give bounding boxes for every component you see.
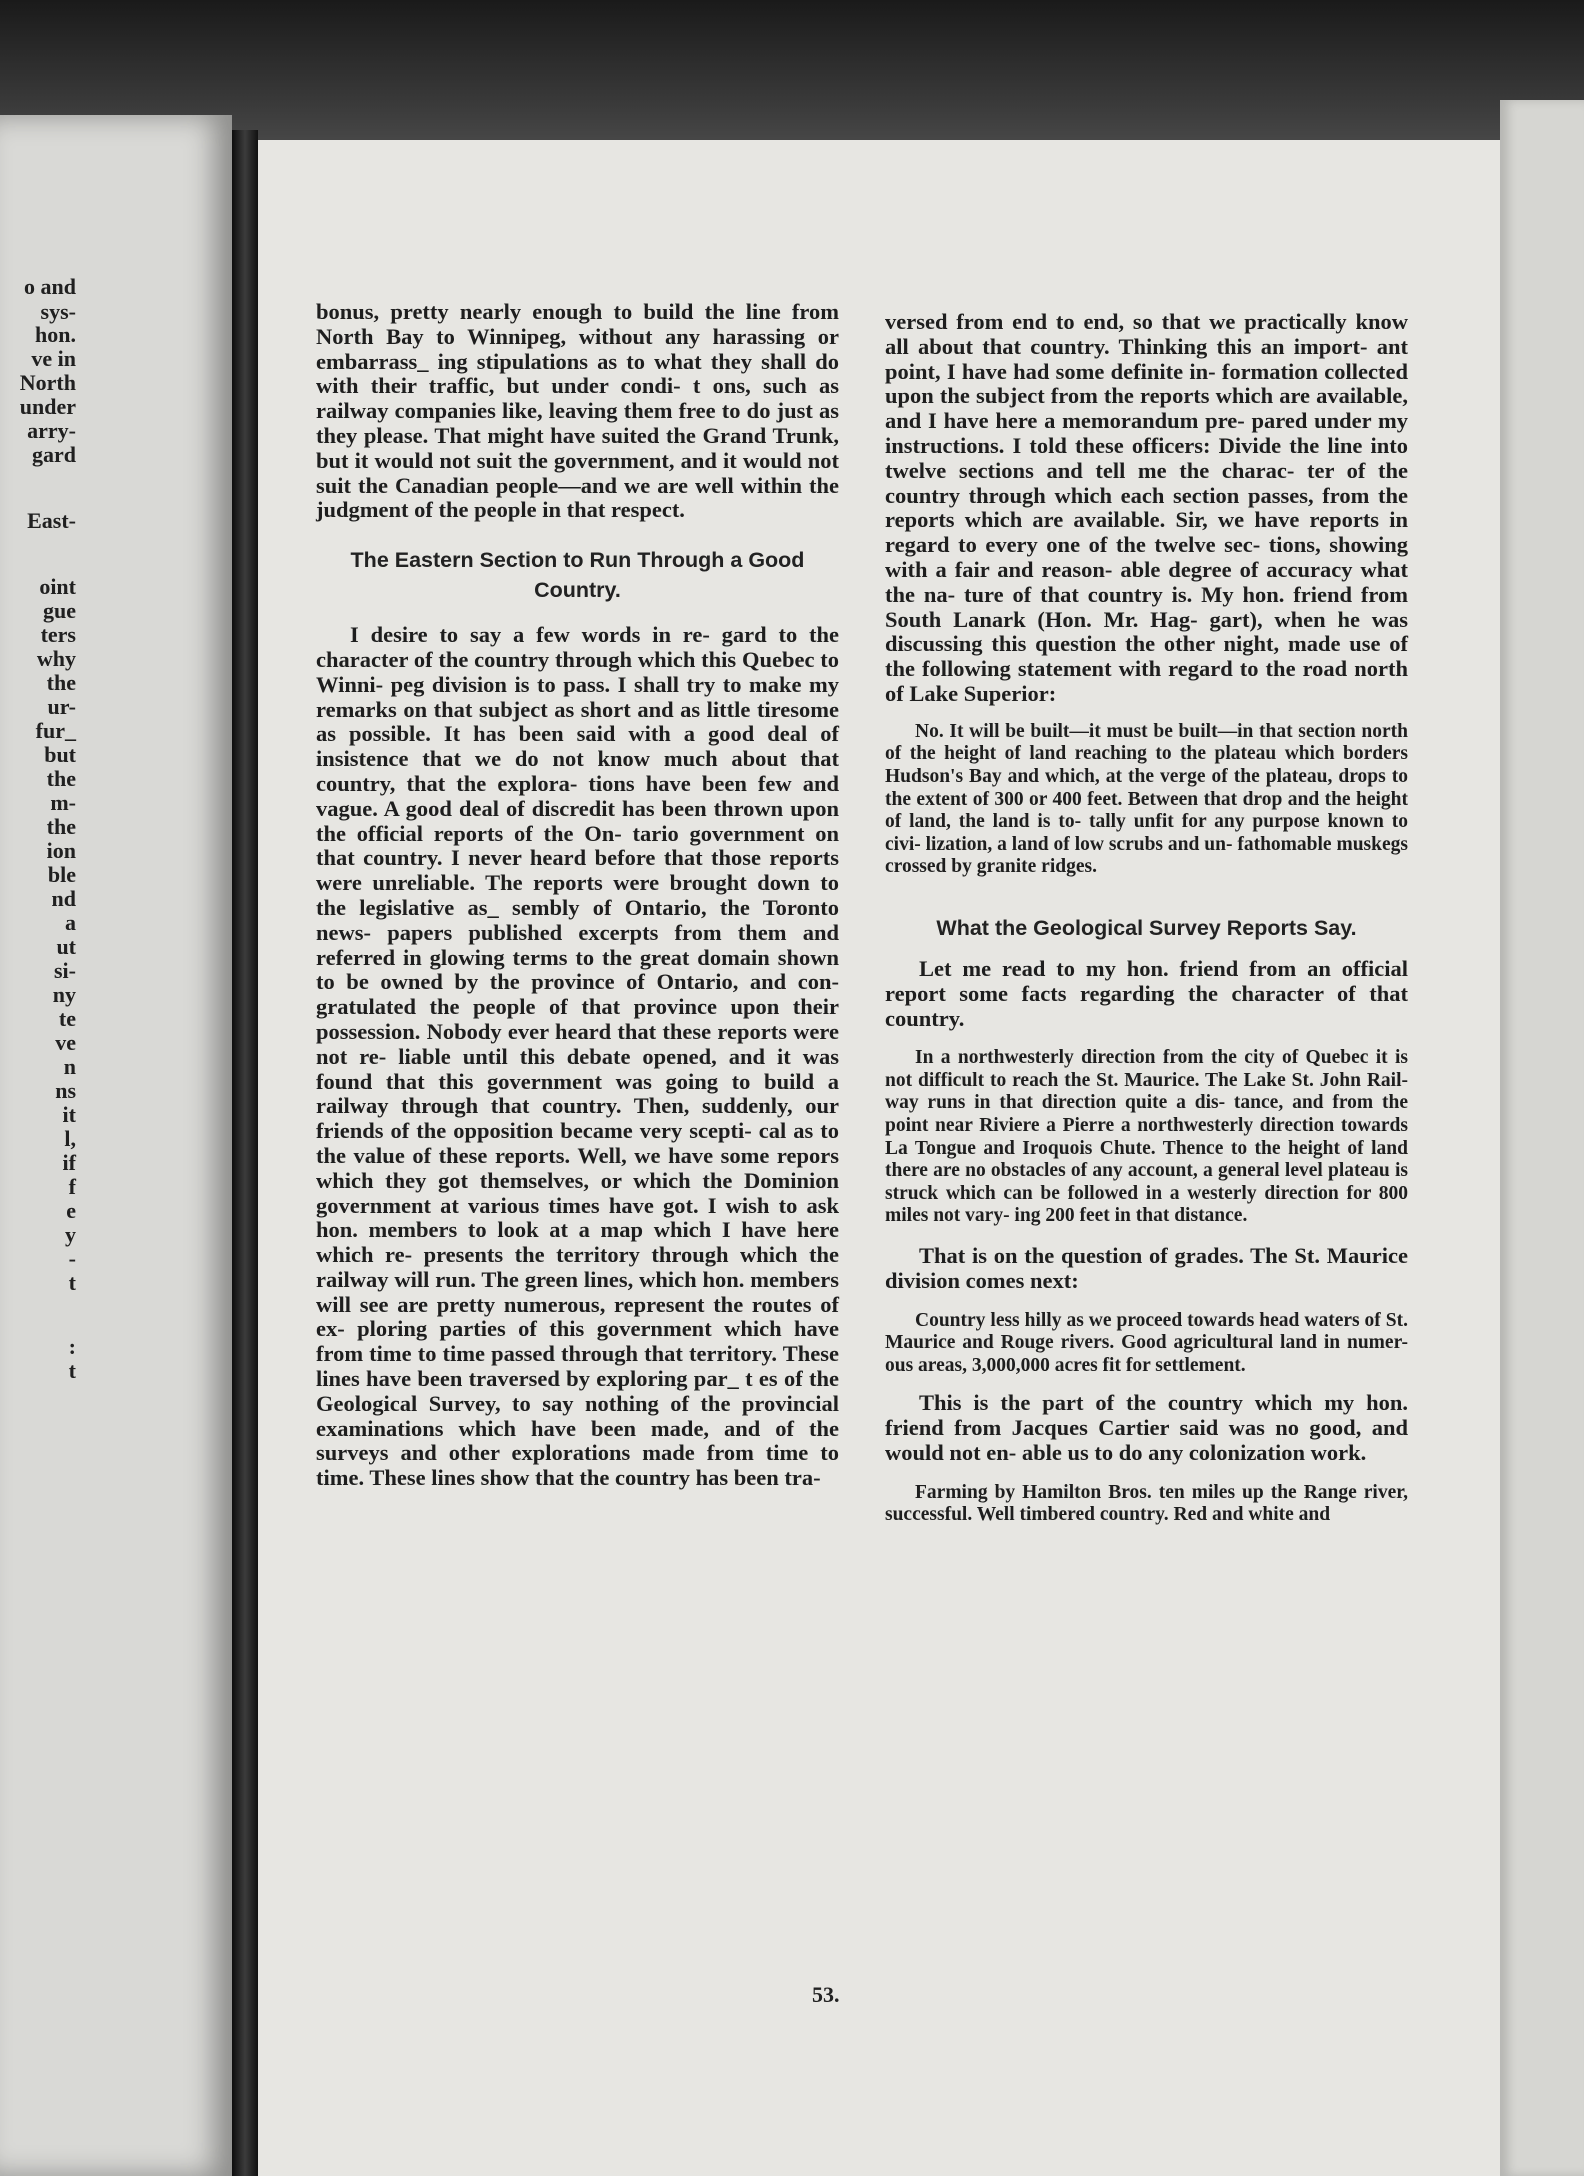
left-page-text-fragment: North	[19, 370, 76, 395]
paragraph: I desire to say a few words in re- gard to the character of the country through which this Quebec to Winni- peg division is to pass. I shall try to make my remarks on that subject as short and as little tiresome as possible. It has been said with a good deal of insistence that we do not know much about that country, that the explora- tions have been few and vague. A good deal of discredit has been thrown upon the official reports of the On- tario government on that country. I never heard before that those reports were unreliable. The reports were brought down to the legislative as_ sembly of Ontario, the Toronto news- papers published excerpts from them and referred in glowing terms to the great domain shown to be owned by the province of Ontario, and con- gratulated the people of that province upon their possession. Nobody ever heard that these reports were not re- liable until this debate opened, and it was found that this government was going to build a railway through that country. Then, suddenly, our friends of the opposition became very scepti- cal as to the value of these reports. Well, we have some repors which they got themselves, or which the Dominion government at various times have got. I wish to ask hon. members to look at a map which I have here which re- presents the territory through which the railway will run. The green lines, which hon. members will see are pretty numerous, represent the routes of ex- ploring parties of this government which have from time to time passed through that territory. These lines have been traversed by exploring par_ t es of the Geological Survey, to say nothing of the provincial examinations which have been made, and of the surveys and other explorations made from time to time. These lines show that the country has been tra-	[316, 622, 839, 1491]
left-page-text-fragment: :	[68, 1334, 76, 1359]
left-page-text-fragment: te	[58, 1006, 76, 1031]
left-page-text-fragment: n	[63, 1054, 76, 1079]
left-page-text-fragment: the	[46, 766, 76, 791]
left-page-text-fragment: East-	[27, 508, 76, 533]
section-heading: What the Geological Survey Reports Say.	[936, 915, 1357, 940]
left-page-text-fragment: si-	[54, 958, 76, 983]
text-column-right	[885, 310, 1408, 1527]
left-page-text-fragment: t	[68, 1270, 76, 1295]
left-page-text-fragment: t	[68, 1358, 76, 1383]
paragraph: That is on the question of grades. The St. Maurice division comes next:	[885, 1243, 1408, 1293]
left-page-text-fragment: under	[19, 394, 76, 419]
paragraph: Let me read to my hon. friend from an official report some facts regarding the character of that country.	[885, 955, 1408, 1031]
paragraph: This is the part of the country which my hon. friend from Jacques Cartier said was no good, and would not en- able us to do any colonization work.	[885, 1390, 1408, 1466]
left-page-text-fragment: hon.	[35, 322, 76, 347]
left-page-text-fragment: if	[62, 1150, 76, 1175]
left-page-text-fragment: why	[36, 646, 76, 671]
left-page-text-fragment: y	[65, 1222, 76, 1247]
book-spine	[232, 130, 258, 2176]
left-page-text-fragment: ion	[46, 838, 76, 863]
paragraph: versed from end to end, so that we practically know all about that country. Thinking this an import- ant point, I have had some definite in- formation collected upon the subject from the reports which are available, and I have here a memorandum pre- pared under my instructions. I told these officers: Divide the line into twelve sections and tell me the charac- ter of the country through which each section passes, from the reports which are available. Sir, we have reports in regard to every one of the twelve sec- tions, showing with a fair and reason- able degree of accuracy what the na- ture of that country is. My hon. friend from South Lanark (Hon. Mr. Hag- gart), when he was discussing this question the other night, made use of the following statement with regard to the road north of Lake Superior:	[885, 309, 1408, 706]
block-quote: No. It will be built—it must be built—in that section north of the height of land reaching to the plateau which borders Hudson's Bay and which, at the verge of the plateau, drops to the extent of 300 or 400 feet. Between that drop and the height of land, the land is to- tally unfit for any purpose known to civi- lization, a land of low scrubs and un- fathomable muskegs crossed by granite ridges.	[885, 720, 1408, 878]
left-page-text-fragment: f	[68, 1174, 76, 1199]
left-page-text-fragment: a	[65, 910, 76, 935]
left-page-text-fragment: o and	[24, 274, 76, 299]
left-page-text-fragment: ve	[55, 1030, 76, 1055]
left-page-text-fragment: the	[46, 670, 76, 695]
page-number: 53.	[812, 1982, 840, 2007]
left-page-text-fragment: it	[62, 1102, 76, 1127]
next-page-edge	[1500, 100, 1584, 2176]
left-page-text-fragment: e	[66, 1198, 76, 1223]
left-page-text-fragment: gard	[32, 442, 76, 467]
left-page-text-fragment: oint	[39, 574, 76, 599]
left-page-text-fragment: l,	[64, 1126, 76, 1151]
left-page-text-fragment: m-	[50, 790, 76, 815]
left-page-text-fragment: fur_	[35, 718, 76, 743]
left-page-text-fragment: nd	[51, 886, 76, 911]
left-page-text-fragment: arry-	[27, 418, 76, 443]
left-page-text-fragment: sys-	[40, 299, 76, 324]
block-quote: Farming by Hamilton Bros. ten miles up the Range river, successful. Well timbered country. Red and white and	[885, 1481, 1408, 1526]
left-page-text-fragment: ur-	[47, 694, 76, 719]
section-heading: The Eastern Section to Run Through a Good Country.	[350, 548, 805, 603]
left-page-text-fragment: ut	[56, 934, 76, 959]
left-page-text-fragment: ns	[55, 1078, 76, 1103]
left-page-text-fragment: -	[68, 1246, 76, 1271]
left-page-text-fragment: ny	[52, 982, 76, 1007]
left-page-text-fragment: but	[44, 742, 76, 767]
text-column-left	[316, 300, 839, 1491]
background-top	[0, 0, 1584, 150]
left-page-text-fragment: ve in	[31, 346, 76, 371]
block-quote: In a northwesterly direction from the city of Quebec it is not difficult to reach the St. Maurice. The Lake St. John Rail- way runs in that direction quite a dis- tance, and from the point near Riviere a Pierre a northwesterly direction towards La Tongue and Iroquois Chute. Thence to the height of land there are no obstacles of any account, a general level plateau is struck which can be followed in a westerly direction for 800 miles not vary- ing 200 feet in that distance.	[885, 1047, 1408, 1227]
block-quote: Country less hilly as we proceed towards head waters of St. Maurice and Rouge rivers. Good agricultural land in numer- ous areas, 3,000,000 acres fit for settlement.	[885, 1309, 1408, 1376]
left-page-text-fragment: ters	[40, 622, 76, 647]
paragraph: bonus, pretty nearly enough to build the line from North Bay to Winnipeg, without any harassing or embarrass_ ing stipulations as to what they shall do with their traffic, but under condi- t ons, such as railway companies like, leaving them free to do just as they please. That might have suited the Grand Trunk, but it would not suit the government, and it would not suit the Canadian people—and we are well within the judgment of the people in that respect.	[316, 299, 839, 523]
left-page-text-fragment: the	[46, 814, 76, 839]
left-page-edge	[0, 115, 232, 2176]
left-page-text-fragment: ble	[47, 862, 76, 887]
left-page-text-fragment: gue	[43, 598, 76, 623]
